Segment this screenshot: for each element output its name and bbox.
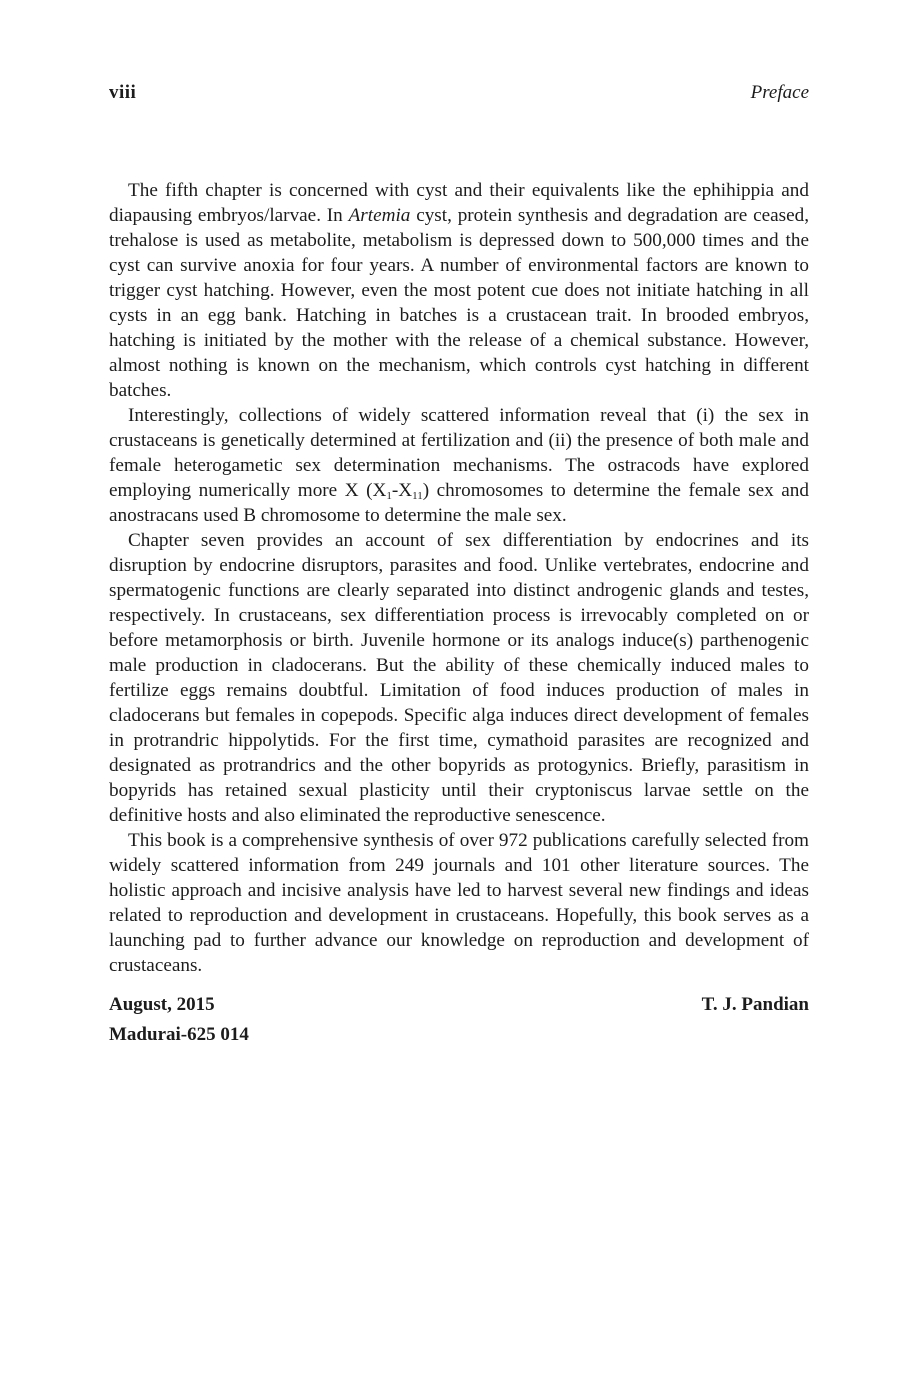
signoff-date: August, 2015 xyxy=(109,994,215,1015)
paragraph-book-synthesis: This book is a comprehensive synthesis of over 972 publications carefully selected from widely scattered information from 249 journals and 101 other literature sources. The holistic approach and incisive analysis have led to harvest several new findings and ideas related to reproduction and development in crustaceans. Hopefully, this book serves as a launching pad to further advance our knowledge on reproduction and development of crustaceans. xyxy=(109,830,809,976)
signoff-block xyxy=(109,990,809,1050)
book-page xyxy=(109,82,809,1050)
paragraph-cyst-hatching xyxy=(109,178,809,403)
author-name: T. J. Pandian xyxy=(701,994,809,1015)
preface-body xyxy=(109,178,809,978)
subscript: 1 xyxy=(386,490,392,502)
paragraph-text: cyst, protein synthesis and degradation are ceased, trehalose is used as metabolite, metabolism is depressed down to 500,000 times and the cyst can survive anoxia for four years. A number of environmental factors are known to trigger cyst hatching. However, even the most potent cue does not initiate hatching in all cysts in an egg bank. Hatching in batches is a crustacean trait. In brooded embryos, hatching is initiated by the mother with the release of a chemical substance. However, almost nothing is known on the mechanism, which controls cyst hatching in different batches. xyxy=(109,205,809,401)
subscript: 11 xyxy=(412,490,423,502)
paragraph-text: ) chromosomes to determine the female sex and anostracans used B chromosome to determine the male sex. xyxy=(109,480,809,526)
paragraph-text: -X xyxy=(391,480,413,501)
running-head xyxy=(109,82,809,110)
paragraph-text: The fifth chapter is concerned with cyst and their equivalents like the ephihippia and diapausing embryos/larvae. In xyxy=(109,180,809,226)
paragraph-sex-determination xyxy=(109,403,809,528)
section-title: Preface xyxy=(750,82,809,103)
page-number: viii xyxy=(109,82,137,103)
paragraph-sex-differentiation: Chapter seven provides an account of sex differentiation by endocrines and its disruption by endocrine disruptors, parasites and food. Unlike vertebrates, endocrine and spermatogenic functions are clearly separated into distinct androgenic glands and testes, respectively. In crustaceans, sex differentiation process is irrevocably completed on or before metamorphosis or birth. Juvenile hormone or its analogs induce(s) parthenogenic male production in cladocerans. But the ability of these chemically induced males to fertilize eggs remains doubtful. Limitation of food induces production of males in cladocerans but females in copepods. Specific alga induces direct development of females in protrandric hippolytids. For the first time, cymathoid parasites are recognized and designated as protrandrics and the other bopyrids as protogynics. Briefly, parasitism in bopyrids has retained sexual plasticity until their cryptoniscus larvae settle on the definitive hosts and also eliminated the reproductive senescence. xyxy=(109,530,809,826)
genus-name: Artemia xyxy=(348,205,411,226)
paragraph-text: Interestingly, collections of widely scattered information reveal that (i) the sex in crustaceans is genetically determined at fertilization and (ii) the presence of both male and female heterogametic sex determination mechanisms. The ostracods have explored employing numerically more X (X xyxy=(109,405,809,501)
signoff-place: Madurai-625 014 xyxy=(109,1024,249,1045)
